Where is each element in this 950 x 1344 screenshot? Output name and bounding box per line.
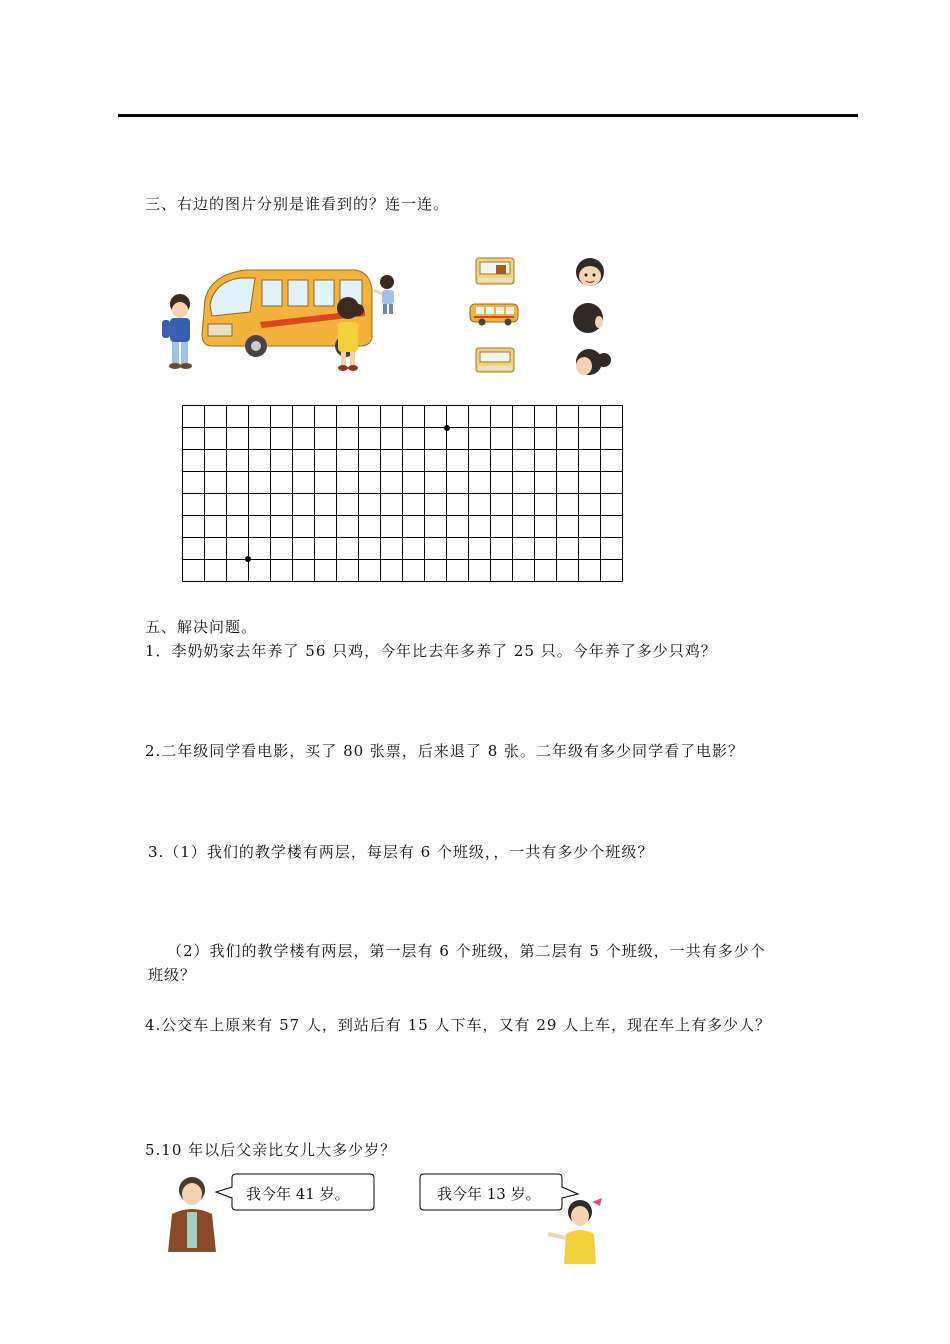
girl-head-side [576,349,611,375]
bus-front-view [476,258,514,284]
boy-left-figure [162,294,192,369]
question-1: 1．李奶奶家去年养了 56 只鸡，今年比去年多养了 25 只。今年养了多少只鸡？ [145,642,717,660]
dot-grid [182,405,626,585]
section3-title: 三、右边的图片分别是谁看到的？连一连。 [145,195,450,213]
grid-point-top [444,425,450,431]
small-boy-figure [374,275,394,314]
question-5: 5.10 年以后父亲比女儿大多少岁？ [145,1141,397,1159]
daughter-illustration [540,1192,612,1268]
bus-side-view [470,304,518,326]
header-rule [118,114,858,117]
boy-face-front [576,258,604,286]
question-2: 2.二年级同学看电影，买了 80 张票，后来退了 8 张。二年级有多少同学看了电影？ [145,742,745,760]
section5-title: 五、解决问题。 [145,618,258,636]
father-illustration [162,1174,222,1254]
views-illustration [468,256,618,384]
grid-point-bottom [245,556,251,562]
question-3-part-1: 3.（1）我们的教学楼有两层，每层有 6 个班级，，一共有多少个班级？ [148,843,654,861]
boy-head-back [573,303,603,333]
question-3-part-2-line-2: 班级？ [148,966,197,984]
bus-back-view [476,348,514,372]
question-3-part-2-line-1: （2）我们的教学楼有两层，第一层有 6 个班级，第二层有 5 个班级，一共有多少个 [167,942,766,960]
daughter-speech-text: 我今年 13 岁。 [437,1185,541,1203]
question-4: 4.公交车上原来有 57 人，到站后有 15 人下车，又有 29 人上车，现在车上有多少人？ [145,1016,772,1034]
bus-scene-illustration [150,260,420,380]
father-speech-text: 我今年 41 岁。 [246,1185,350,1203]
